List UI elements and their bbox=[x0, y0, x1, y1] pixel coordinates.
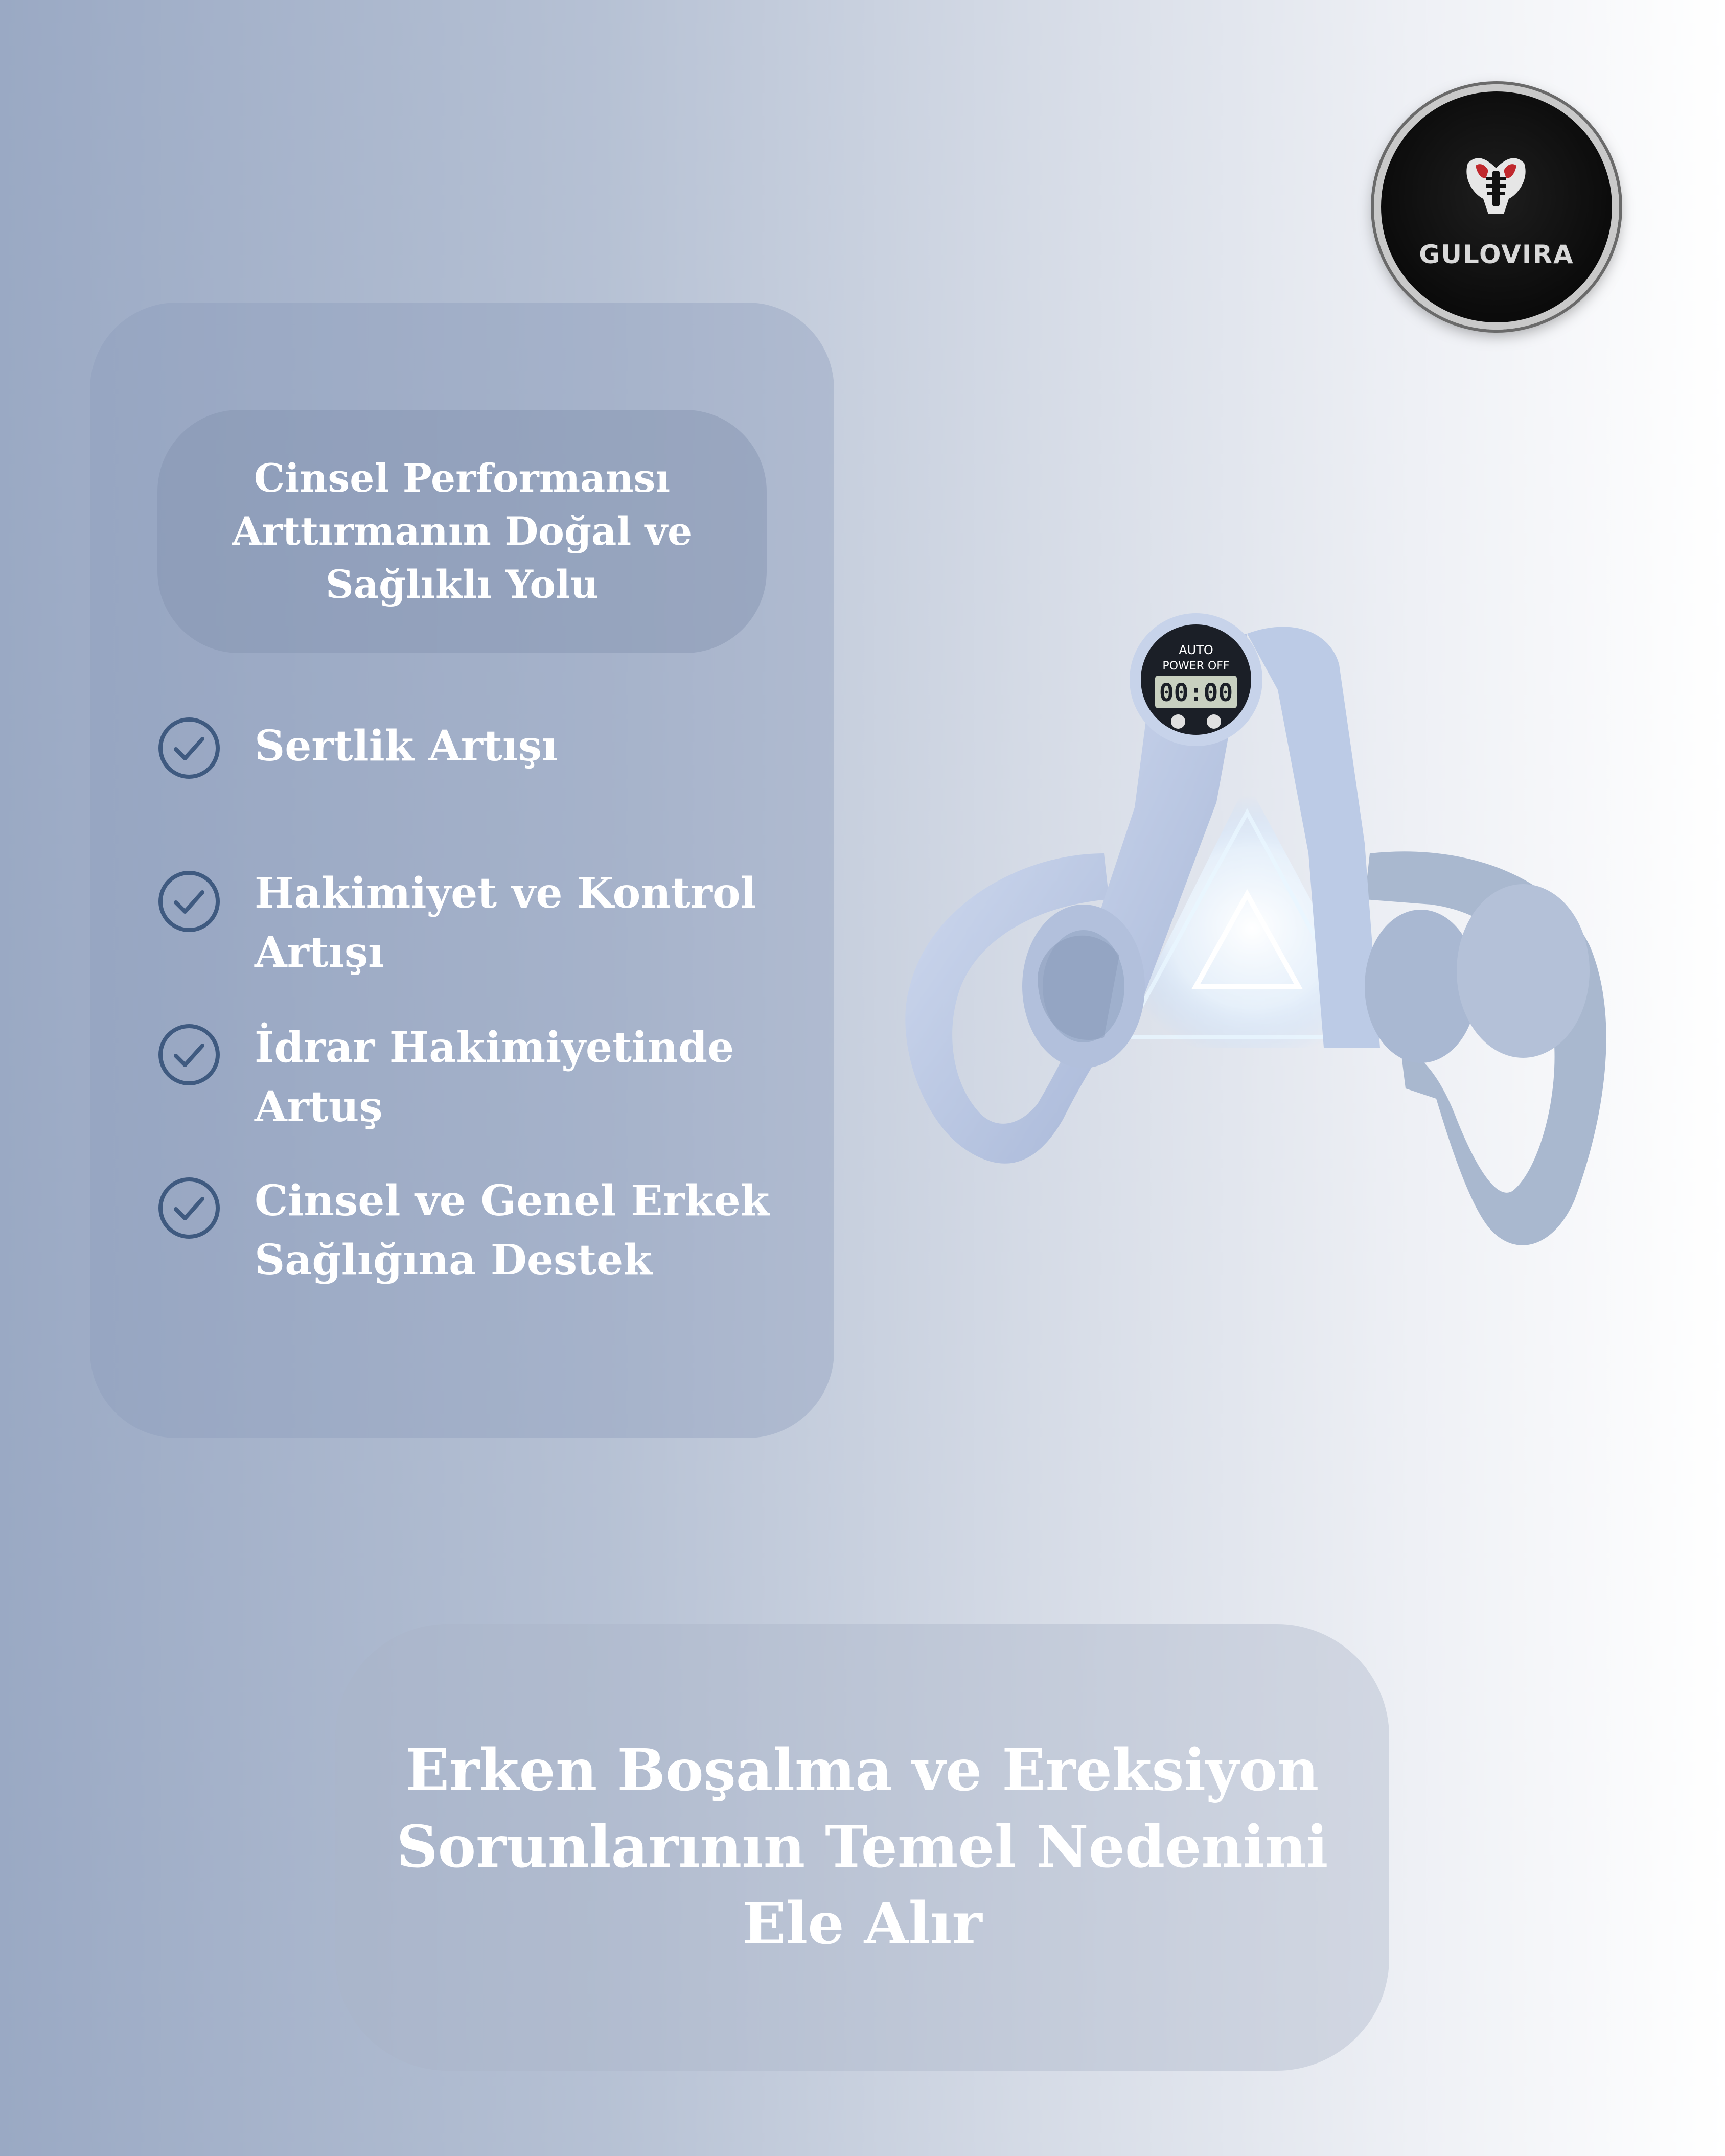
mode-button-icon bbox=[1171, 714, 1185, 729]
check-circle-icon bbox=[157, 1176, 221, 1240]
display-sub-text: POWER OFF bbox=[1162, 660, 1230, 673]
check-circle-icon bbox=[157, 716, 221, 780]
feature-label: Hakimiyet ve Kontrol Artışı bbox=[255, 869, 756, 977]
headline: Cinsel Performansı Arttırmanın Doğal ve Sağlıklı Yolu bbox=[232, 455, 693, 607]
bottom-statement: Erken Boşalma ve Ereksiyon Sorunlarının Temel Nedenini Ele Alır bbox=[396, 1737, 1328, 1957]
brand-name: GULOVIRA bbox=[1419, 240, 1574, 269]
display-top-text: AUTO bbox=[1179, 643, 1213, 657]
check-circle-icon bbox=[157, 870, 221, 933]
reset-button-icon bbox=[1207, 714, 1221, 729]
display-value: 00:00 bbox=[1159, 679, 1233, 707]
check-circle-icon bbox=[157, 1023, 221, 1086]
feature-label: Cinsel ve Genel Erkek Sağlığına Destek bbox=[255, 1176, 770, 1285]
benefits-panel bbox=[90, 303, 834, 1438]
feature-label: Sertlik Artışı bbox=[255, 722, 558, 771]
bottom-statement-box bbox=[335, 1624, 1389, 2071]
feature-label: İdrar Hakimiyetinde Artuş bbox=[255, 1023, 734, 1131]
brand-logo bbox=[1374, 84, 1619, 330]
pelvis-icon bbox=[1458, 148, 1534, 224]
device-illustration bbox=[889, 588, 1625, 1293]
headline-box bbox=[157, 410, 767, 653]
